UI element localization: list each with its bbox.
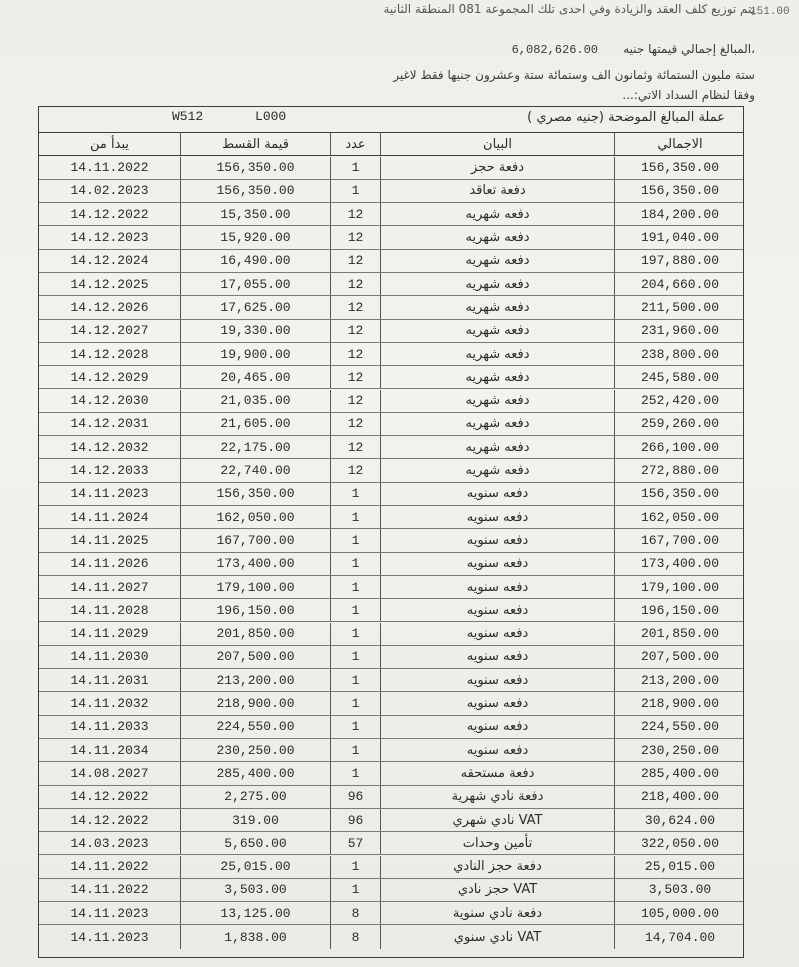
row-amount: 22,740.00 [181, 459, 331, 481]
row-description: دفعه شهريه [381, 226, 615, 248]
table-row [39, 296, 743, 319]
row-amount: 207,500.00 [181, 646, 331, 668]
row-amount: 25,015.00 [181, 856, 331, 878]
row-count: 1 [331, 739, 381, 761]
table-row [39, 436, 743, 459]
row-count: 1 [331, 157, 381, 179]
table-row [39, 483, 743, 506]
row-date: 14.02.2023 [39, 180, 181, 202]
header-total-line [512, 42, 755, 57]
row-total: 285,400.00 [640, 765, 719, 781]
row-count: 1 [331, 180, 381, 202]
side-number: 151.00 [750, 6, 790, 18]
row-amount: 21,035.00 [181, 390, 331, 412]
row-count: 12 [331, 320, 381, 342]
row-date: 14.11.2028 [39, 599, 181, 621]
row-amount: 2,275.00 [181, 786, 331, 808]
table-row [39, 180, 743, 203]
table-row [39, 343, 743, 366]
row-date: 14.11.2032 [39, 692, 181, 714]
row-date: 14.12.2030 [39, 390, 181, 412]
row-total: 224,550.00 [640, 719, 719, 735]
row-description: دفعه سنويه [381, 483, 615, 505]
table-row [39, 413, 743, 436]
row-date: 14.12.2033 [39, 459, 181, 481]
row-amount: 17,055.00 [181, 273, 331, 295]
row-amount: 19,330.00 [181, 320, 331, 342]
row-count: 1 [331, 576, 381, 598]
row-description: VAT نادي سنوي [381, 925, 615, 948]
row-count: 1 [331, 856, 381, 878]
row-total: 245,580.00 [640, 369, 719, 385]
row-date: 14.12.2025 [39, 273, 181, 295]
table-row [39, 739, 743, 762]
table-row [39, 599, 743, 622]
column-header-date: يبدأ من [39, 133, 181, 155]
row-description: دفعه سنويه [381, 739, 615, 761]
header-amount-in-words: ستة مليون الستمائة وثمانون الف وستمائة ستة وعشرون جنيها فقط لاغير [393, 68, 755, 82]
table-row [39, 273, 743, 296]
row-date: 14.03.2023 [39, 832, 181, 854]
table-row [39, 576, 743, 599]
row-count: 12 [331, 226, 381, 248]
row-description: دفعه سنويه [381, 646, 615, 668]
row-date: 14.11.2027 [39, 576, 181, 598]
row-amount: 16,490.00 [181, 250, 331, 272]
row-date: 14.11.2022 [39, 157, 181, 179]
row-total: 162,050.00 [640, 509, 719, 525]
row-amount: 173,400.00 [181, 553, 331, 575]
header-note: وفقا لنظام السداد الاتي:... [622, 88, 755, 102]
row-count: 96 [331, 809, 381, 831]
row-description: VAT حجز نادي [381, 879, 615, 901]
row-amount: 1,838.00 [181, 925, 331, 948]
table-row [39, 203, 743, 226]
row-date: 14.11.2023 [39, 925, 181, 948]
row-total: 238,800.00 [640, 346, 719, 362]
header-line-1: يتم توزيع كلف العقد والزيادة وفي احدى تلك المجموعة 081 المنطقة الثانية [383, 2, 755, 16]
header-total-amount: 6,082,626.00 [511, 43, 599, 57]
row-amount: 15,350.00 [181, 203, 331, 225]
row-total: 231,960.00 [640, 323, 719, 339]
row-total: 207,500.00 [640, 649, 719, 665]
row-total: 3,503.00 [648, 882, 712, 898]
table-row [39, 646, 743, 669]
row-description: دفعه سنويه [381, 623, 615, 645]
row-total: 105,000.00 [640, 905, 719, 921]
row-amount: 179,100.00 [181, 576, 331, 598]
row-description: VAT نادي شهري [381, 809, 615, 831]
table-title-row [39, 107, 743, 133]
row-description: تأمين وحدات [381, 832, 615, 854]
row-total: 230,250.00 [640, 742, 719, 758]
row-amount: 162,050.00 [181, 506, 331, 528]
row-description: دفعه سنويه [381, 599, 615, 621]
table-row [39, 320, 743, 343]
row-count: 1 [331, 483, 381, 505]
row-count: 1 [331, 529, 381, 551]
row-description: دفعه شهريه [381, 343, 615, 365]
row-date: 14.12.2028 [39, 343, 181, 365]
row-total: 191,040.00 [640, 230, 719, 246]
row-amount: 156,350.00 [181, 157, 331, 179]
row-date: 14.11.2031 [39, 669, 181, 691]
table-row [39, 716, 743, 739]
row-date: 14.11.2029 [39, 623, 181, 645]
row-count: 96 [331, 786, 381, 808]
table-row [39, 506, 743, 529]
row-total: 179,100.00 [640, 579, 719, 595]
row-description: دفعه شهريه [381, 459, 615, 481]
row-amount: 156,350.00 [181, 180, 331, 202]
currency-title: عملة المبالغ الموضحة (جنيه مصري ) [527, 110, 725, 125]
row-count: 1 [331, 716, 381, 738]
row-total: 156,350.00 [640, 183, 719, 199]
row-date: 14.11.2025 [39, 529, 181, 551]
row-amount: 285,400.00 [181, 762, 331, 784]
table-row [39, 553, 743, 576]
row-date: 14.11.2030 [39, 646, 181, 668]
row-count: 12 [331, 203, 381, 225]
row-count: 12 [331, 366, 381, 388]
table-row [39, 529, 743, 552]
row-count: 12 [331, 250, 381, 272]
row-description: دفعه شهريه [381, 436, 615, 458]
row-count: 1 [331, 646, 381, 668]
row-date: 14.12.2023 [39, 226, 181, 248]
row-total: 211,500.00 [640, 299, 719, 315]
row-total: 204,660.00 [640, 276, 719, 292]
table-row [39, 856, 743, 879]
row-count: 1 [331, 879, 381, 901]
row-amount: 15,920.00 [181, 226, 331, 248]
row-amount: 17,625.00 [181, 296, 331, 318]
row-total: 259,260.00 [640, 416, 719, 432]
table-row [39, 902, 743, 925]
row-description: دفعه شهريه [381, 413, 615, 435]
row-total: 25,015.00 [644, 859, 716, 875]
column-header-total: الاجمالي [657, 136, 703, 152]
row-amount: 21,605.00 [181, 413, 331, 435]
payment-schedule-table [38, 106, 744, 958]
row-count: 1 [331, 692, 381, 714]
row-date: 14.12.2024 [39, 250, 181, 272]
row-total: 173,400.00 [640, 556, 719, 572]
row-count: 1 [331, 669, 381, 691]
table-row [39, 879, 743, 902]
row-description: دفعه شهريه [381, 320, 615, 342]
row-description: دفعة حجز النادي [381, 856, 615, 878]
table-row [39, 157, 743, 180]
row-description: دفعه شهريه [381, 250, 615, 272]
table-row [39, 250, 743, 273]
row-count: 12 [331, 296, 381, 318]
row-date: 14.12.2029 [39, 366, 181, 388]
row-date: 14.12.2022 [39, 786, 181, 808]
row-date: 14.12.2022 [39, 203, 181, 225]
unit-code: W512 [172, 109, 204, 124]
row-total: 218,900.00 [640, 696, 719, 712]
row-total: 201,850.00 [640, 626, 719, 642]
row-total: 197,880.00 [640, 253, 719, 269]
row-description: دفعه شهريه [381, 296, 615, 318]
column-header-description: البيان [381, 133, 615, 155]
row-amount: 22,175.00 [181, 436, 331, 458]
row-count: 12 [331, 273, 381, 295]
table-row [39, 762, 743, 785]
table-row [39, 366, 743, 389]
row-count: 57 [331, 832, 381, 854]
row-description: دفعه شهريه [381, 390, 615, 412]
row-description: دفعه شهريه [381, 273, 615, 295]
row-description: دفعه شهريه [381, 366, 615, 388]
row-date: 14.11.2022 [39, 879, 181, 901]
row-date: 14.11.2023 [39, 902, 181, 924]
column-header-count: عدد [331, 133, 381, 155]
row-date: 14.12.2022 [39, 809, 181, 831]
row-amount: 213,200.00 [181, 669, 331, 691]
row-total: 30,624.00 [644, 812, 716, 828]
row-description: دفعة مستحقه [381, 762, 615, 784]
row-amount: 319.00 [181, 809, 331, 831]
row-description: دفعه سنويه [381, 553, 615, 575]
row-amount: 20,465.00 [181, 366, 331, 388]
unit-code: L000 [255, 109, 287, 124]
table-row [39, 809, 743, 832]
row-count: 1 [331, 553, 381, 575]
table-header-row [39, 133, 743, 156]
table-row [39, 459, 743, 482]
row-total: 184,200.00 [640, 206, 719, 222]
row-amount: 224,550.00 [181, 716, 331, 738]
row-count: 1 [331, 762, 381, 784]
row-amount: 13,125.00 [181, 902, 331, 924]
table-row [39, 623, 743, 646]
row-count: 12 [331, 343, 381, 365]
row-description: دفعة نادي سنوية [381, 902, 615, 924]
table-row [39, 692, 743, 715]
table-row [39, 925, 743, 948]
row-date: 14.11.2033 [39, 716, 181, 738]
row-total: 156,350.00 [640, 160, 719, 176]
row-description: دفعة حجز [381, 157, 615, 179]
row-date: 14.12.2031 [39, 413, 181, 435]
header-total-label: المبالغ إجمالي قيمتها جنيه، [623, 42, 755, 56]
row-date: 14.11.2026 [39, 553, 181, 575]
unit-codes [172, 109, 330, 124]
row-count: 8 [331, 902, 381, 924]
row-date: 14.12.2026 [39, 296, 181, 318]
row-amount: 3,503.00 [181, 879, 331, 901]
row-description: دفعه سنويه [381, 716, 615, 738]
table-row [39, 226, 743, 249]
row-amount: 167,700.00 [181, 529, 331, 551]
row-date: 14.11.2023 [39, 483, 181, 505]
row-count: 12 [331, 390, 381, 412]
row-count: 1 [331, 623, 381, 645]
row-date: 14.12.2027 [39, 320, 181, 342]
row-description: دفعه سنويه [381, 529, 615, 551]
column-header-amount: قيمة القسط [181, 133, 331, 155]
table-row [39, 390, 743, 413]
row-description: دفعه شهريه [381, 203, 615, 225]
row-description: دفعة تعاقد [381, 180, 615, 202]
row-total: 156,350.00 [640, 486, 719, 502]
row-count: 1 [331, 506, 381, 528]
row-date: 14.11.2022 [39, 856, 181, 878]
row-date: 14.11.2024 [39, 506, 181, 528]
row-description: دفعه سنويه [381, 669, 615, 691]
row-amount: 201,850.00 [181, 623, 331, 645]
table-row [39, 786, 743, 809]
row-amount: 156,350.00 [181, 483, 331, 505]
table-row [39, 832, 743, 855]
row-total: 272,880.00 [640, 463, 719, 479]
row-amount: 5,650.00 [181, 832, 331, 854]
table-row [39, 669, 743, 692]
row-count: 12 [331, 459, 381, 481]
row-total: 196,150.00 [640, 602, 719, 618]
row-date: 14.08.2027 [39, 762, 181, 784]
row-count: 1 [331, 599, 381, 621]
row-description: دفعه سنويه [381, 576, 615, 598]
row-amount: 218,900.00 [181, 692, 331, 714]
row-total: 266,100.00 [640, 439, 719, 455]
row-count: 12 [331, 436, 381, 458]
row-total: 213,200.00 [640, 672, 719, 688]
row-count: 12 [331, 413, 381, 435]
row-total: 322,050.00 [640, 835, 719, 851]
row-total: 252,420.00 [640, 393, 719, 409]
row-description: دفعه سنويه [381, 506, 615, 528]
row-total: 14,704.00 [644, 929, 716, 945]
row-amount: 19,900.00 [181, 343, 331, 365]
row-date: 14.11.2034 [39, 739, 181, 761]
row-date: 14.12.2032 [39, 436, 181, 458]
row-description: دفعة نادي شهرية [381, 786, 615, 808]
row-description: دفعه سنويه [381, 692, 615, 714]
row-count: 8 [331, 925, 381, 948]
row-total: 167,700.00 [640, 532, 719, 548]
row-total: 218,400.00 [640, 789, 719, 805]
row-amount: 196,150.00 [181, 599, 331, 621]
row-amount: 230,250.00 [181, 739, 331, 761]
